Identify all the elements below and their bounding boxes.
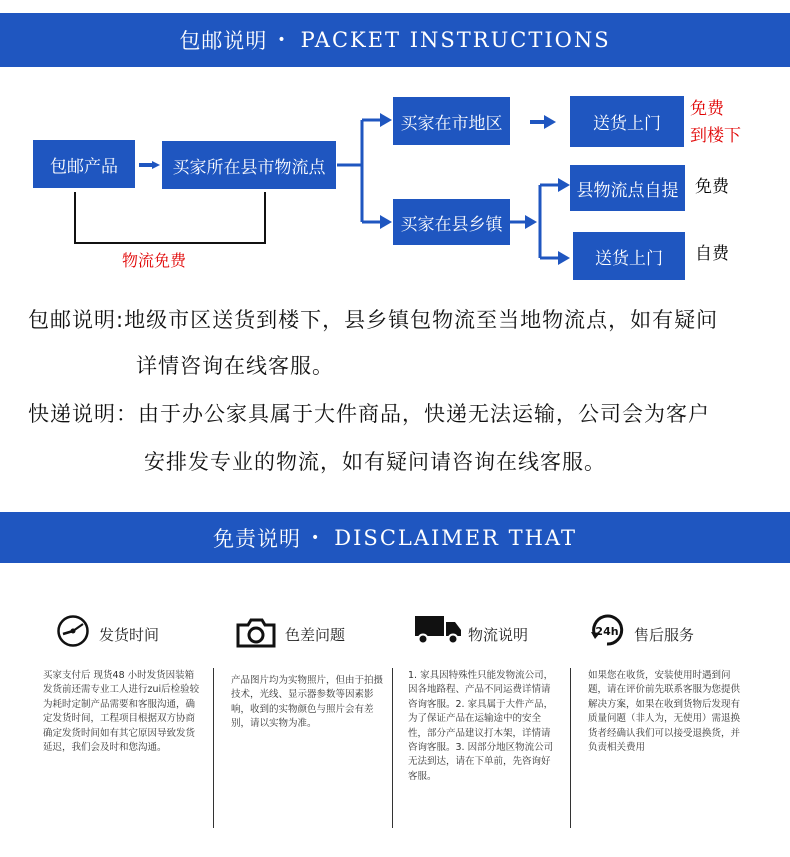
express-note-line1: 快递说明：由于办公家具属于大件商品，快递无法运输，公司会为客户 bbox=[28, 402, 710, 426]
shipping-note-line2: 详情咨询在线客服。 bbox=[136, 354, 334, 378]
branch-connector bbox=[337, 120, 382, 222]
box-city-area: 买家在市地区 bbox=[393, 97, 510, 145]
logistics-free-bracket bbox=[75, 192, 265, 243]
label-logistics-free: 物流免费 bbox=[122, 251, 187, 270]
box-county-town: 买家在县乡镇 bbox=[393, 199, 510, 245]
disclaimer-title-cn: 免责说明 bbox=[213, 526, 302, 551]
box-deliver-city: 送货上门 bbox=[570, 96, 684, 147]
box-logistics-pickup: 县物流点自提 bbox=[570, 165, 685, 211]
title-ship-time: 发货时间 bbox=[99, 626, 160, 644]
arrowhead-city-area bbox=[380, 113, 392, 127]
disclaimer-dot: • bbox=[311, 529, 321, 546]
disclaimer-banner bbox=[0, 512, 790, 563]
box-free-product: 包邮产品 bbox=[33, 140, 135, 188]
clock-icon bbox=[56, 614, 90, 648]
label-free: 免费 bbox=[695, 177, 729, 197]
box-buyer-county-city: 买家所在县市物流点 bbox=[162, 141, 336, 189]
text-logistics: 1. 家具因特殊性只能发物流公司，因各地路程、产品不同运费详情请咨询客服。2. 家具属于大件产品，为了保证产品在运输途中的安全性，部分产品建议打木架，详情请咨询客服。3. 因部分地区物流公司无法到达，请在下单前，先咨询好客服。 bbox=[408, 670, 554, 782]
text-after-sales: 如果您在收货，安装使用时遇到问题，请在评价前先联系客服为您提供解决方案，如果在收到货物后发现有质量问题（非人为，无使用）需退换货者经确认我们可以接受退换货，并负责相关费用 bbox=[588, 670, 741, 754]
text-color-diff: 产品图片均为实物照片，但由于拍摄技术，光线、显示器参数等因素影响，收到的实物颜色与照片会有差别，请以实物为准。 bbox=[231, 675, 384, 730]
svg-text:24h: 24h bbox=[595, 625, 619, 638]
disclaimer-title-en: DISCLAIMER THAT bbox=[334, 525, 577, 550]
label-free-line2: 到楼下 bbox=[690, 126, 741, 146]
column-divider-1 bbox=[213, 668, 214, 828]
column-divider-2 bbox=[392, 668, 393, 828]
banner-title-cn: 包邮说明 bbox=[179, 29, 268, 53]
label-free-to-door bbox=[690, 96, 741, 150]
banner-dot: • bbox=[277, 32, 287, 48]
arrowhead-county-town bbox=[380, 215, 392, 229]
text-ship-time: 买家支付后 现货48 小时发货因装箱发货前还需专业工人进行zui后检验较为耗时定制产品需要和客服沟通，确定发货时间，工程项目根据双方协商确定发货时间如有其它原因导致发货延迟，我们会及时和您沟通。 bbox=[43, 670, 200, 754]
label-free-line1: 免费 bbox=[690, 99, 724, 119]
camera-icon bbox=[235, 617, 277, 649]
title-logistics: 物流说明 bbox=[468, 626, 529, 644]
label-self-pay: 自费 bbox=[695, 244, 729, 264]
truck-icon bbox=[414, 614, 462, 646]
24h-icon bbox=[589, 612, 625, 648]
banner-title-en: PACKET INSTRUCTIONS bbox=[300, 28, 611, 52]
title-after-sales: 售后服务 bbox=[634, 626, 695, 644]
column-divider-3 bbox=[570, 668, 571, 828]
shipping-note-line1: 包邮说明:地级市区送货到楼下，县乡镇包物流至当地物流点，如有疑问 bbox=[28, 308, 719, 332]
express-note-line2: 安排发专业的物流，如有疑问请咨询在线客服。 bbox=[144, 450, 606, 474]
box-deliver-county: 送货上门 bbox=[573, 232, 685, 280]
title-color-diff: 色差问题 bbox=[285, 626, 346, 644]
